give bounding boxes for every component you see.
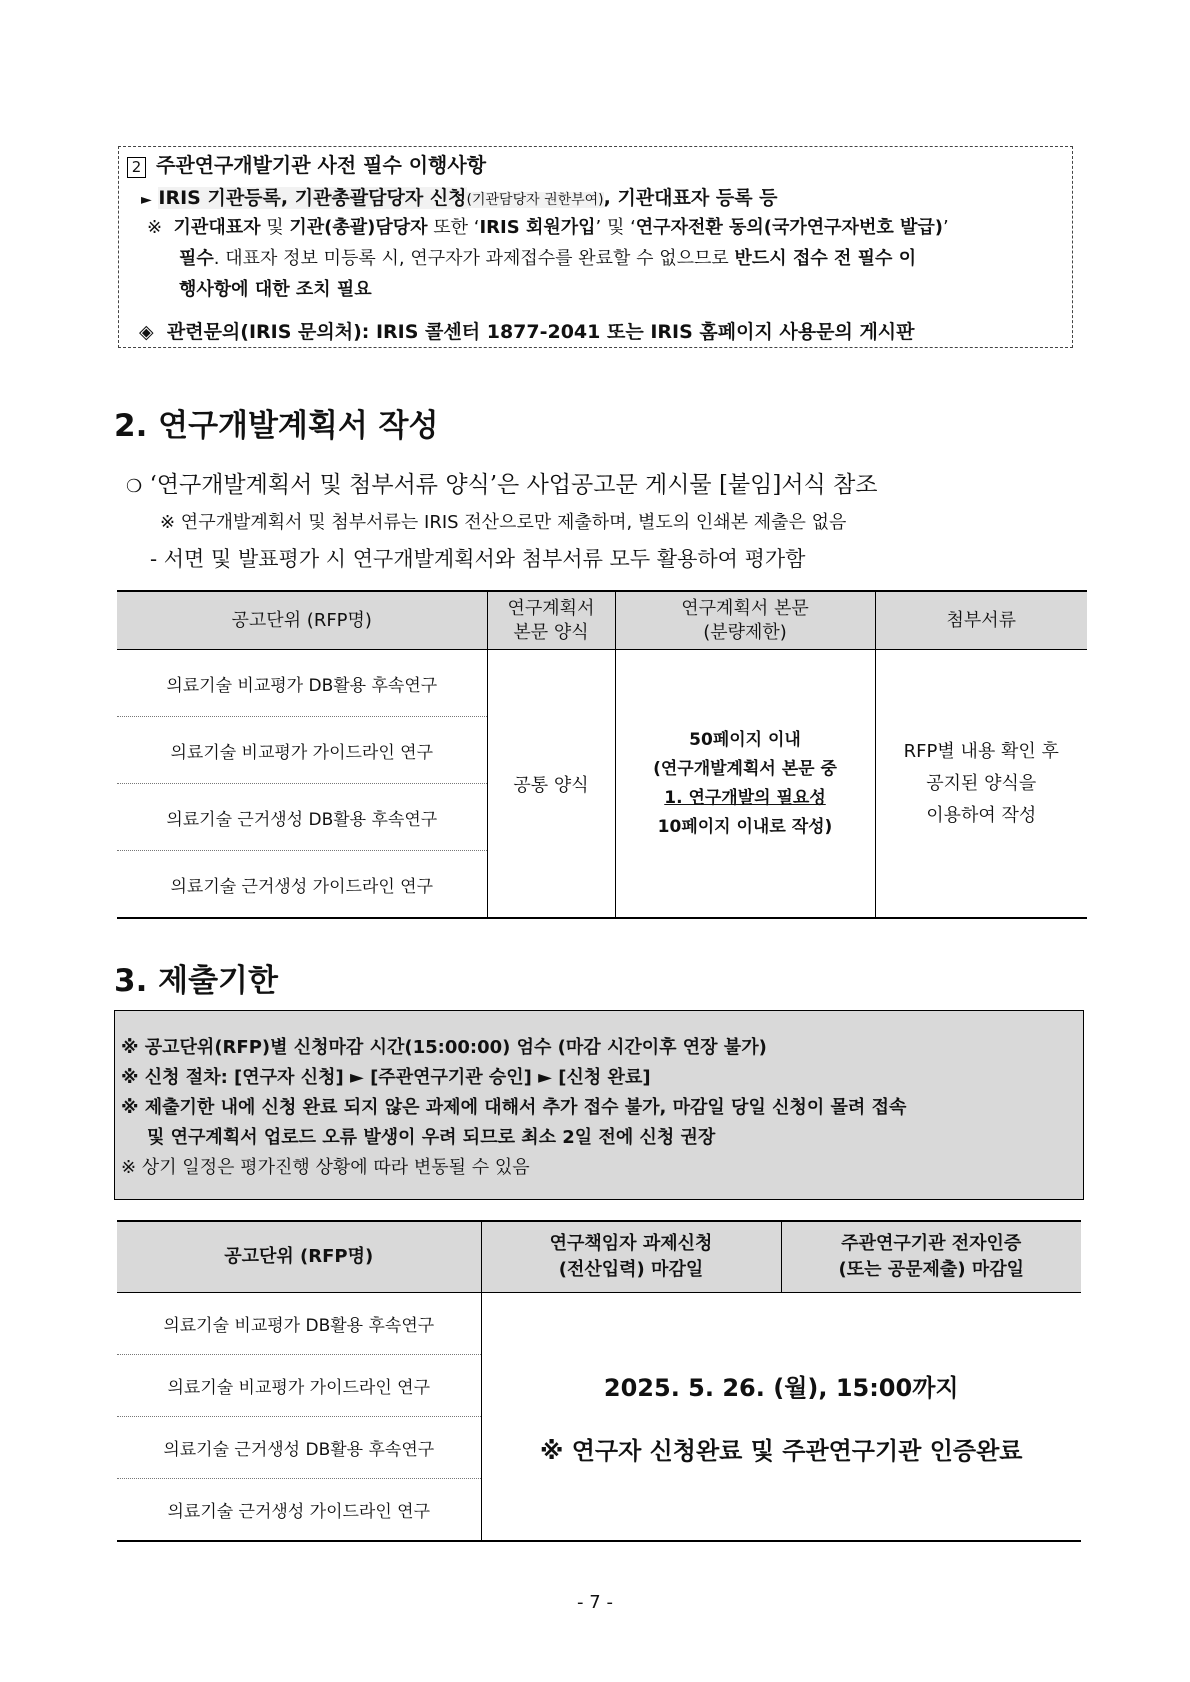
contact-line xyxy=(139,317,915,344)
table-header-row xyxy=(117,1221,1081,1293)
rfp-name: 의료기술 근거생성 가이드라인 연구 xyxy=(167,1502,431,1522)
deadline-table xyxy=(117,1220,1081,1542)
table-header-row xyxy=(117,591,1087,650)
format-cell: 공통 양식 xyxy=(487,650,615,919)
note2-text-1: . 대표자 정보 미등록 시, 연구자가 과제접수를 완료할 수 없으므로 xyxy=(213,248,735,269)
page-number: - 7 - xyxy=(577,1592,613,1613)
rfp-name: 의료기술 비교평가 가이드라인 연구 xyxy=(117,717,487,784)
rfp-name: 의료기술 비교평가 DB활용 후속연구 xyxy=(117,1293,481,1355)
header-attach: 첨부서류 xyxy=(875,591,1087,650)
limit-line-2: (연구개발계획서 본문 중 xyxy=(653,758,837,779)
header-researcher-deadline: 연구책임자 과제신청 (전산입력) 마감일 xyxy=(481,1221,781,1293)
section2-note: ※ 연구개발계획서 및 첨부서류는 IRIS 전산으로만 제출하며, 별도의 인쇄본 제출은 없음 xyxy=(160,512,847,533)
attach-cell xyxy=(875,650,1087,919)
header-format: 연구계획서 본문 양식 xyxy=(487,591,615,650)
deadline-notes-box xyxy=(114,1010,1084,1200)
bullet-text-a: IRIS 기관등록, 기관총괄담당자 신청 xyxy=(158,187,467,209)
deadline-note-5: ※ 상기 일정은 평가진행 상황에 따라 변동될 수 있음 xyxy=(121,1157,530,1178)
attach-line-2: 공지된 양식을 xyxy=(926,772,1037,794)
heading-text: 주관연구개발기관 사전 필수 이행사항 xyxy=(156,153,487,177)
note-line-3: 행사항에 대한 조치 필요 xyxy=(179,279,372,300)
note-mark: ※ xyxy=(147,217,163,238)
note-bold-1: 기관대표자 xyxy=(173,217,261,238)
deadline-cell xyxy=(481,1293,1081,1542)
rfp-name: 의료기술 근거생성 가이드라인 연구 xyxy=(170,876,434,897)
limit-cell xyxy=(615,650,875,919)
arrow-icon: ► xyxy=(141,192,152,208)
prerequisite-heading xyxy=(127,149,486,178)
rfp-name: 의료기술 비교평가 DB활용 후속연구 xyxy=(117,650,487,717)
deadline-condition: ※ 연구자 신청완료 및 주관연구기관 인증완료 xyxy=(540,1436,1023,1465)
note-text-2: 또한 ‘ xyxy=(427,217,480,238)
note-bold-3: IRIS 회원가입 xyxy=(479,217,596,238)
note-text-4: ’ xyxy=(943,217,949,238)
header-limit: 연구계획서 본문 (분량제한) xyxy=(615,591,875,650)
main-line-text: ‘연구개발계획서 및 첨부서류 양식’은 사업공고문 게시물 [붙임]서식 참조 xyxy=(149,472,878,498)
table-row xyxy=(117,650,1087,717)
deadline-date: 2025. 5. 26. (월), 15:00까지 xyxy=(603,1373,959,1402)
note-text-1: 및 xyxy=(260,217,290,238)
prerequisite-bullet xyxy=(141,183,778,210)
bullet-text-small: (기관담당자 권한부여) xyxy=(466,192,604,208)
note-line-1 xyxy=(147,213,949,239)
heading-number: 2 xyxy=(127,157,146,178)
deadline-note-2: ※ 신청 절차: [연구자 신청] ► [주관연구기관 승인] ► [신청 완료] xyxy=(121,1067,651,1088)
rfp-name: 의료기술 비교평가 가이드라인 연구 xyxy=(117,1355,481,1417)
header-rfp: 공고단위 (RFP명) xyxy=(117,591,487,650)
section2-dash-line: - 서면 및 발표평가 시 연구개발계획서와 첨부서류 모두 활용하여 평가함 xyxy=(150,547,806,571)
circle-bullet-icon: ❍ xyxy=(126,476,143,497)
section2-title: 2. 연구개발계획서 작성 xyxy=(114,408,439,444)
section3-title: 3. 제출기한 xyxy=(114,963,278,999)
contact-text: 관련문의(IRIS 문의처): IRIS 콜센터 1877-2041 또는 IRIS 홈페이지 사용문의 게시판 xyxy=(166,321,915,343)
section2-main-line xyxy=(126,466,878,499)
note2-bold-1: 필수 xyxy=(179,248,214,269)
deadline-note-4: 및 연구계획서 업로드 오류 발생이 우려 되므로 최소 2일 전에 신청 권장 xyxy=(147,1127,716,1148)
header-institution-deadline: 주관연구기관 전자인증 (또는 공문제출) 마감일 xyxy=(781,1221,1081,1293)
rfp-name: 의료기술 근거생성 DB활용 후속연구 xyxy=(117,784,487,851)
note-line-2 xyxy=(179,244,916,270)
note2-bold-2: 반드시 접수 전 필수 이 xyxy=(734,248,917,269)
table-row xyxy=(117,1293,1081,1355)
attach-line-1: RFP별 내용 확인 후 xyxy=(903,740,1059,762)
deadline-note-1: ※ 공고단위(RFP)별 신청마감 시간(15:00:00) 엄수 (마감 시간이후 연장 불가) xyxy=(121,1037,767,1058)
header-rfp: 공고단위 (RFP명) xyxy=(117,1221,481,1293)
limit-line-3: 1. 연구개발의 필요성 xyxy=(664,787,826,808)
limit-line-4: 10페이지 이내로 작성) xyxy=(657,816,833,837)
note-bold-4: 연구자전환 동의(국가연구자번호 발급) xyxy=(635,217,943,238)
rfp-name: 의료기술 근거생성 DB활용 후속연구 xyxy=(117,1417,481,1479)
plan-format-table xyxy=(117,590,1087,919)
bullet-text-b: , 기관대표자 등록 등 xyxy=(603,187,778,209)
diamond-icon: ◈ xyxy=(139,321,154,343)
attach-line-3: 이용하여 작성 xyxy=(926,804,1037,826)
limit-line-1: 50페이지 이내 xyxy=(689,729,801,750)
deadline-note-3: ※ 제출기한 내에 신청 완료 되지 않은 과제에 대해서 추가 접수 불가, 마감일 당일 신청이 몰려 접속 xyxy=(121,1097,907,1118)
prerequisite-box xyxy=(118,146,1073,348)
note-bold-2: 기관(총괄)담당자 xyxy=(289,217,428,238)
note-text-3: ’ 및 ‘ xyxy=(595,217,636,238)
